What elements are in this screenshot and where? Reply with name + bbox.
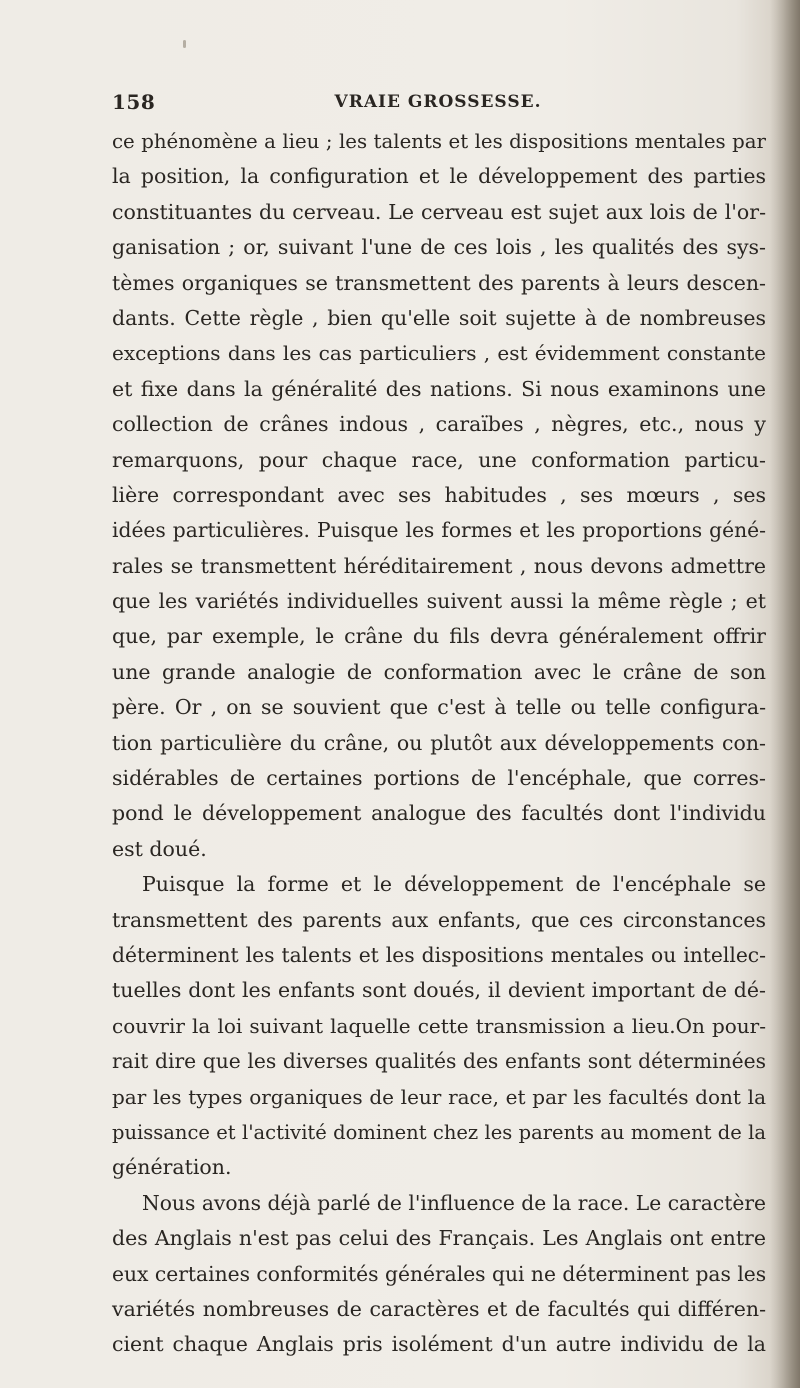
page-number: 158 [112,90,156,114]
text-line: couvrir la loi suivant laquelle cette transmission a lieu.On pour- [112,1013,766,1038]
text-line: puissance et l'activité dominent chez les parents au moment de la [112,1120,766,1144]
text-line: remarquons, pour chaque race, une conformation particu- [112,447,766,472]
text-line: rait dire que les diverses qualités des enfants sont déterminées [112,1049,766,1074]
text-line: tuelles dont les enfants sont doués, il devient important de dé- [112,978,766,1003]
text-line: exceptions dans les cas particuliers , est évidemment constante [112,341,766,366]
text-line: idées particulières. Puisque les formes et les proportions géné- [112,518,766,543]
text-line: et fixe dans la généralité des nations. Si nous examinons une [112,376,766,401]
text-line: est doué. [112,836,207,861]
text-line: père. Or , on se souvient que c'est à telle ou telle configura- [112,695,766,720]
running-head: VRAIE GROSSESSE. [334,92,542,112]
text-line: que les variétés individuelles suivent aussi la même règle ; et [112,589,766,614]
text-line: une grande analogie de conformation avec le crâne de son [112,659,766,684]
paragraph-start-line: Puisque la forme et le développement de l'encéphale se [142,872,766,897]
text-line: dants. Cette règle , bien qu'elle soit sujette à de nombreuses [112,305,766,330]
text-line: déterminent les talents et les dispositions mentales ou intellec- [112,942,766,967]
text-line: ganisation ; or, suivant l'une de ces lois , les qualités des sys- [112,235,766,260]
paragraph-start-line: Nous avons déjà parlé de l'influence de la race. Le caractère [142,1190,766,1215]
text-line: tion particulière du crâne, ou plutôt aux développements con- [112,730,766,755]
text-line: tèmes organiques se transmettent des parents à leurs descen- [112,270,766,295]
text-line: par les types organiques de leur race, et par les facultés dont la [112,1084,766,1109]
text-line: génération. [112,1155,232,1180]
text-line: rales se transmettent héréditairement , nous devons admettre [112,553,766,578]
body-text [112,124,766,1363]
text-line: la position, la configuration et le développement des parties [112,164,766,189]
text-line: cient chaque Anglais pris isolément d'un autre individu de la [112,1332,766,1357]
page-edge-shadow [770,0,800,1388]
text-line: variétés nombreuses de caractères et de facultés qui différen- [112,1296,766,1321]
text-line: constituantes du cerveau. Le cerveau est sujet aux lois de l'or- [112,199,766,224]
text-line: lière correspondant avec ses habitudes , ses mœurs , ses [112,482,766,507]
text-line: eux certaines conformités générales qui ne déterminent pas les [112,1261,767,1286]
text-line: pond le développement analogue des facultés dont l'individu [112,801,766,826]
text-line: ce phénomène a lieu ; les talents et les dispositions mentales par [112,130,766,153]
paper-speck [183,40,186,48]
page-header [112,90,764,120]
text-line: transmettent des parents aux enfants, que ces circonstances [112,907,766,932]
text-line: collection de crânes indous , caraïbes , nègres, etc., nous y [112,412,766,437]
text-line: des Anglais n'est pas celui des Français. Les Anglais ont entre [112,1226,766,1251]
text-line: sidérables de certaines portions de l'encéphale, que corres- [112,766,766,791]
text-line: que, par exemple, le crâne du fils devra généralement offrir [112,624,766,649]
